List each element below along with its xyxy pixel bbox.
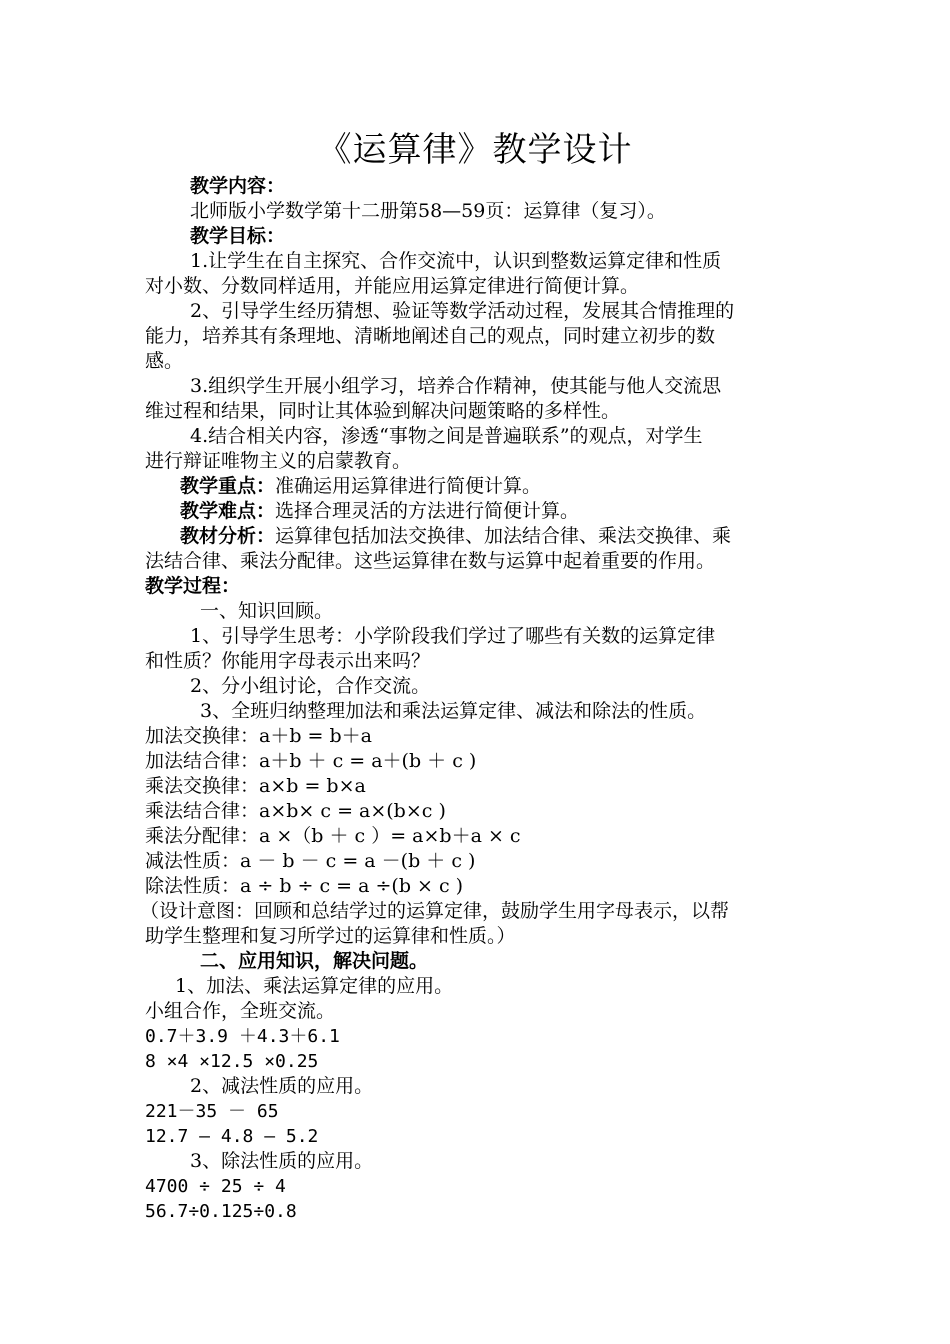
material-analysis-label: 教材分析： [180,525,276,547]
section-2-item-2: 2、减法性质的应用。 [190,1075,374,1097]
difficult-point-text: 选择合理灵活的方法进行简便计算。 [275,500,580,522]
law-formula: a＋b ＋ c = a＋(b ＋ c ) [259,750,477,772]
goal-1-line-2: 对小数、分数同样适用，并能应用运算定律进行简便计算。 [145,275,640,297]
key-point-text: 准确运用运算律进行简便计算。 [275,475,542,497]
law-multiplication-distributive [145,824,825,849]
calc-expression-2: 8 ×4 ×12.5 ×0.25 [145,1051,319,1072]
section-1-heading: 一、知识回顾。 [200,600,334,622]
law-formula: a ÷ b ÷ c = a ÷(b × c ) [240,875,464,897]
key-point-label: 教学重点： [180,475,276,497]
law-name: 乘法结合律： [145,800,260,822]
material-analysis-text: 运算律包括加法交换律、加法结合律、乘法交换律、乘 [275,525,732,547]
difficult-point [180,499,860,524]
law-name: 加法交换律： [145,725,260,747]
law-multiplication-commutative [145,774,825,799]
goal-2-line-3: 感。 [145,350,184,372]
goal-3-line-1: 3.组织学生开展小组学习，培养合作精神，使其能与他人交流思 [190,375,722,397]
law-name: 乘法分配律： [145,825,260,847]
calc-expression-1: 0.7＋3.9 ＋4.3＋6.1 [145,1026,340,1047]
section-2-heading: 二、应用知识，解决问题。 [200,950,429,972]
material-analysis-line-2: 法结合律、乘法分配律。这些运算律在数与运算中起着重要的作用。 [145,550,716,572]
law-addition-associative [145,749,825,774]
content-heading: 教学内容： [190,175,286,197]
goal-4-line-1: 4.结合相关内容，渗透“事物之间是普遍联系”的观点，对学生 [190,425,703,447]
calc-expression-3: 221－35 － 65 [145,1101,279,1122]
section-1-item-1-line-2: 和性质？你能用字母表示出来吗？ [145,650,431,672]
calc-expression-5: 4700 ÷ 25 ÷ 4 [145,1176,286,1197]
calc-expression-4: 12.7 – 4.8 – 5.2 [145,1126,319,1147]
goal-1-line-1: 1.让学生在自主探究、合作交流中，认识到整数运算定律和性质 [190,250,722,272]
law-division-property [145,874,825,899]
law-formula: a×b = b×a [259,775,366,797]
design-intent-line-1: （设计意图：回顾和总结学过的运算定律，鼓励学生用字母表示，以帮 [140,900,730,922]
law-formula: a×b× c = a×(b×c ) [259,800,446,822]
law-subtraction-property [145,849,825,874]
law-addition-commutative [145,724,825,749]
goal-3-line-2: 维过程和结果，同时让其体验到解决问题策略的多样性。 [145,400,621,422]
difficult-point-label: 教学难点： [180,500,276,522]
material-analysis [180,524,860,549]
law-name: 加法结合律： [145,750,260,772]
goal-2-line-2: 能力，培养其有条理地、清晰地阐述自己的观点，同时建立初步的数 [145,325,716,347]
process-heading: 教学过程： [145,575,241,597]
law-formula: a ×（b ＋ c ）= a×b＋a × c [259,825,521,847]
section-2-item-1: 1、加法、乘法运算定律的应用。 [175,975,454,997]
law-multiplication-associative [145,799,825,824]
goal-2-line-1: 2、引导学生经历猜想、验证等数学活动过程，发展其合情推理的 [190,300,735,322]
law-formula: a＋b = b＋a [259,725,372,747]
section-2-item-1-note: 小组合作，全班交流。 [145,1000,336,1022]
design-intent-line-2: 助学生整理和复习所学过的运算律和性质。） [145,925,516,947]
law-name: 乘法交换律： [145,775,260,797]
calc-expression-6: 56.7÷0.125÷0.8 [145,1201,297,1222]
law-name: 减法性质： [145,850,241,872]
law-name: 除法性质： [145,875,241,897]
key-point [180,474,860,499]
section-2-item-3: 3、除法性质的应用。 [190,1150,374,1172]
goal-4-line-2: 进行辩证唯物主义的启蒙教育。 [145,450,412,472]
section-1-item-1-line-1: 1、引导学生思考：小学阶段我们学过了哪些有关数的运算定律 [190,625,716,647]
law-formula: a － b － c = a －(b ＋ c ) [240,850,476,872]
section-1-item-2: 2、分小组讨论，合作交流。 [190,675,431,697]
section-1-item-3: 3、全班归纳整理加法和乘法运算定律、减法和除法的性质。 [200,700,707,722]
goals-heading: 教学目标： [190,225,286,247]
document-title: 《运算律》教学设计 [317,130,633,170]
content-text: 北师版小学数学第十二册第58—59页：运算律（复习）。 [190,200,666,222]
